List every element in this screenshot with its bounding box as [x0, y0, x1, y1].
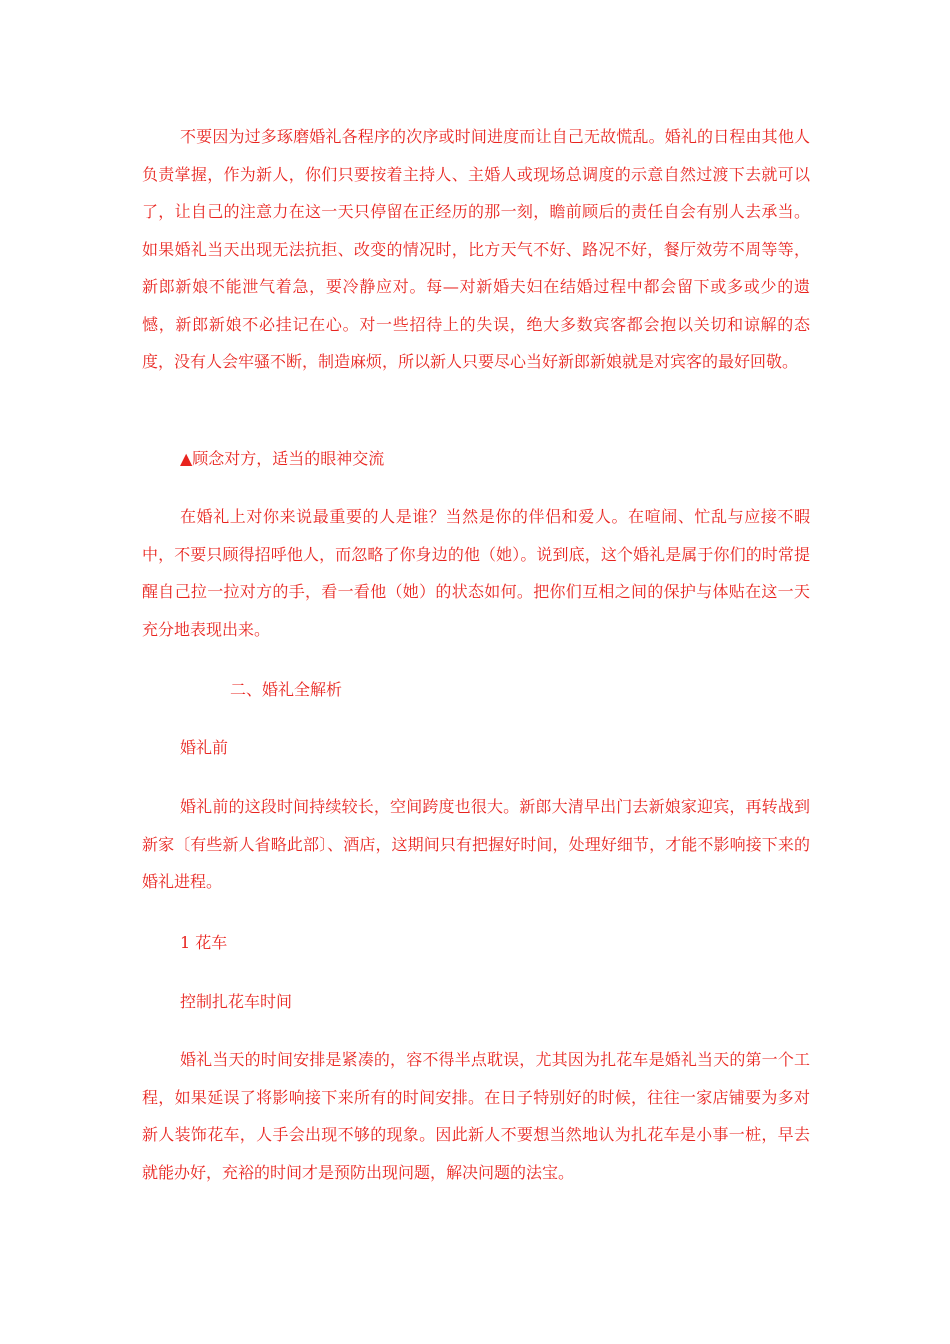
paragraph-partner: 在婚礼上对你来说最重要的人是谁？当然是你的伴侣和爱人。在喧闹、忙乱与应接不暇中，不要只顾得招呼他人，而忽略了你身边的他（她）。说到底，这个婚礼是属于你们的时常提醒自己拉一拉对方的手，看一看他（她）的状态如何。把你们互相之间的保护与体贴在这一天充分地表现出来。 — [142, 507, 810, 639]
paragraph-flower-car: 婚礼当天的时间安排是紧凑的，容不得半点耽误，尤其因为扎花车是婚礼当天的第一个工程，如果延误了将影响接下来所有的时间安排。在日子特别好的时候，往往一家店铺要为多对新人装饰花车，人手会出现不够的现象。因此新人不要想当然地认为扎花车是小事一桩，早去就能办好，充裕的时间才是预防出现问题，解决问题的法宝。 — [142, 1050, 810, 1182]
heading-control-time: 控制扎花车时间 — [180, 992, 293, 1011]
heading-before-wedding: 婚礼前 — [180, 738, 229, 757]
heading-flower-car: 1 花车 — [180, 933, 228, 952]
paragraph-schedule: 不要因为过多琢磨婚礼各程序的次序或时间进度而让自己无故慌乱。婚礼的日程由其他人负责掌握，作为新人，你们只要按着主持人、主婚人或现场总调度的示意自然过渡下去就可以了，让自己的注意力在这一天只停留在正经历的那一刻，瞻前顾后的责任自会有别人去承当。如果婚礼当天出现无法抗拒、改变的情况时，比方天气不好、路况不好，餐厅效劳不周等等，新郎新娘不能泄气着急，要冷静应对。每—对新婚夫妇在结婚过程中都会留下或多或少的遗憾，新郎新娘不必挂记在心。对一些招待上的失误，绝大多数宾客都会抱以关切和谅解的态度，没有人会牢骚不断，制造麻烦，所以新人只要尽心当好新郎新娘就是对宾客的最好回敬。 — [142, 127, 810, 371]
heading-section-two: 二、婚礼全解析 — [230, 680, 343, 699]
heading-eye-contact: ▲顾念对方，适当的眼神交流 — [180, 449, 385, 468]
paragraph-before-wedding: 婚礼前的这段时间持续较长，空间跨度也很大。新郎大清早出门去新娘家迎宾，再转战到新家〔有些新人省略此部〕、酒店，这期间只有把握好时间，处理好细节，才能不影响接下来的婚礼进程。 — [142, 797, 810, 891]
